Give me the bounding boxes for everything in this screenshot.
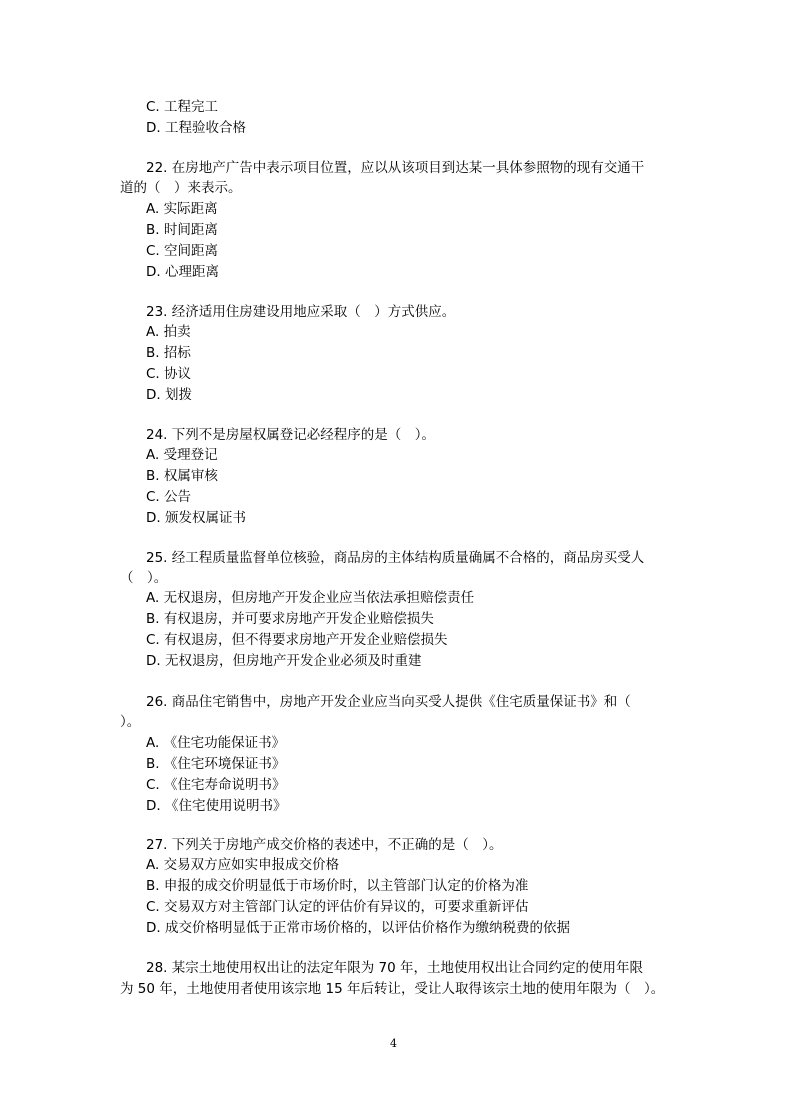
page-number: 4 [390,1037,397,1050]
question-26-stem-line-2: ）。 [120,714,141,730]
option-a-22: A. 实际距离 [146,201,218,217]
option-d-27: D. 成交价格明显低于正常市场价格的，以评估价格作为缴纳税费的依据 [146,920,570,936]
option-a-27: A. 交易双方应如实申报成交价格 [146,857,340,873]
option-c-21: C. 工程完工 [146,99,219,115]
option-b-24: B. 权属审核 [146,468,218,484]
option-c-23: C. 协议 [146,366,192,382]
option-a-26: A. 《住宅功能保证书》 [146,735,286,751]
option-a-25: A. 无权退房，但房地产开发企业应当依法承担赔偿责任 [146,590,475,606]
option-a-24: A. 受理登记 [146,447,218,463]
question-25-stem-line-1: 25. 经工程质量监督单位核验，商品房的主体结构质量确属不合格的，商品房买受人 [146,550,645,566]
option-b-23: B. 招标 [146,345,191,361]
option-b-26: B. 《住宅环境保证书》 [146,756,286,772]
option-c-25: C. 有权退房，但不得要求房地产开发企业赔偿损失 [146,632,448,648]
question-26-stem-line-1: 26. 商品住宅销售中，房地产开发企业应当向买受人提供《住宅质量保证书》和（ [146,694,631,710]
option-b-25: B. 有权退房，并可要求房地产开发企业赔偿损失 [146,611,434,627]
option-b-22: B. 时间距离 [146,222,218,238]
option-d-25: D. 无权退房，但房地产开发企业必须及时重建 [146,653,422,669]
option-c-22: C. 空间距离 [146,243,219,259]
option-d-24: D. 颁发权属证书 [146,510,246,526]
question-28-stem-line-1: 28. 某宗土地使用权出让的法定年限为 70 年，土地使用权出让合同约定的使用年限 [146,960,644,976]
question-27-stem: 27. 下列关于房地产成交价格的表述中，不正确的是（ ）。 [146,837,503,853]
option-d-23: D. 划拨 [146,387,192,403]
option-a-23: A. 拍卖 [146,324,191,340]
question-23-stem: 23. 经济适用住房建设用地应采取（ ）方式供应。 [146,304,456,320]
option-c-27: C. 交易双方对主管部门认定的评估价有异议的，可要求重新评估 [146,899,529,915]
option-b-27: B. 申报的成交价明显低于市场价时，以主管部门认定的价格为准 [146,878,529,894]
question-24-stem: 24. 下列不是房屋权属登记必经程序的是（ ）。 [146,427,436,443]
option-c-24: C. 公告 [146,489,192,505]
option-c-26: C. 《住宅寿命说明书》 [146,777,286,793]
question-22-stem-line-2: 道的（ ）来表示。 [120,180,242,196]
option-d-21: D. 工程验收合格 [146,120,246,136]
question-25-stem-line-2: （ ）。 [120,570,168,586]
option-d-22: D. 心理距离 [146,264,219,280]
option-d-26: D. 《住宅使用说明书》 [146,798,287,814]
question-22-stem-line-1: 22. 在房地产广告中表示项目位置，应以从该项目到达某一具体参照物的现有交通干 [146,160,645,176]
question-28-stem-line-2: 为 50 年，土地使用者使用该宗地 15 年后转让，受让人取得该宗土地的使用年限为（ ）。 [120,981,665,997]
